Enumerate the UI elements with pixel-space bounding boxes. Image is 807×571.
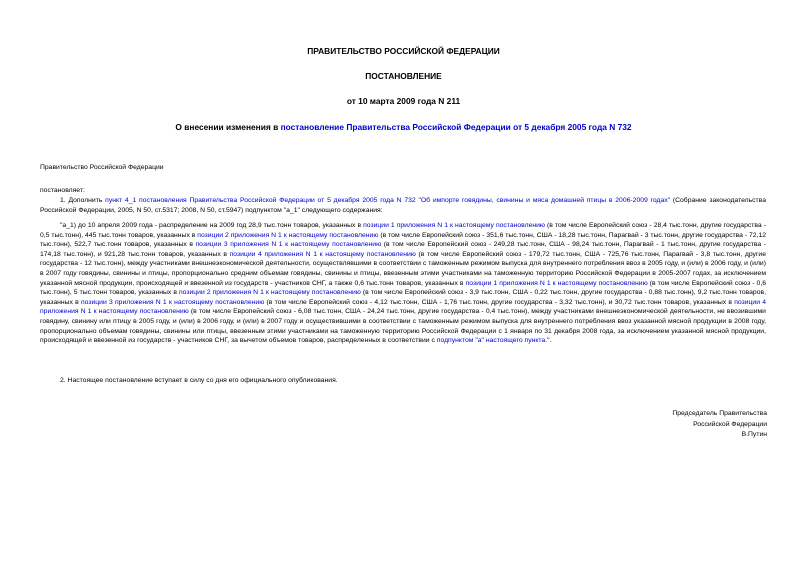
quote-text: (в том числе Европейский союз - 3,9 тыс.тонн, США - 0,22 тыс.тонн, другие государства - 0,88 тыс.тонн), 9,2 тыс.тонн товаров, указанных в (40, 289, 766, 306)
quote-link[interactable]: позиции 2 приложения N 1 к настоящему постановлению (197, 231, 379, 239)
government-line: Правительство Российской Федерации (40, 164, 164, 171)
document-title (0, 121, 807, 133)
quote-text: (в том числе Европейский союз - 28,4 тыс.тонн, другие государства - 0,5 тыс.тонн), 445 тыс.тонн товаров, указанных в (40, 222, 766, 239)
quote-text: (в том числе Европейский союз - 249,28 тыс.тонн, США - 98,24 тыс.тонн, Парагвай - 1 тыс.тонн, другие государства - 174,18 тыс.тонн), и 921,28 тыс.тонн товаров, указанных в (40, 241, 766, 258)
date-number-heading: от 10 марта 2009 года N 211 (346, 96, 461, 106)
quote-text: (в том числе Европейский союз - 351,6 тыс.тонн, США - 18,28 тыс.тонн, Парагвай - 3 тыс.тонн, другие государства - 72,12 тыс.тонн), 522,7 тыс.тонн товаров, указанных в (40, 231, 767, 249)
quote-link[interactable]: позиции 1 приложения N 1 к настоящему постановлению (363, 222, 546, 229)
decrees-line: постановляет: (40, 187, 85, 194)
quote-text: (в том числе Европейский союз - 6,08 тыс.тонн, США - 24,24 тыс.тонн, другие государства - 0,4 тыс.тонн), между участниками внешнеэкономической деятельности, не ввозившими говядину, свинину или птицу в 2005 году, и (или) в 2006 году, и (или) в 2007 году и осуществившими в соответствии с таможенным режимом выпуска для внутреннего потребления ввоз указанной мясной продукции в 2008 году, пропорционально объемам говядины, свинины или птицы, ввезенным этими участниками на таможенную территорию Российской Федерации с 1 января по 31 декабря 2008 года, за исключением указанной мясной продукции, происходящей и ввезенной из государств - участников СНГ, за вычетом объемов товаров, распределенных в соответствии с (40, 308, 766, 345)
signature-organization: Российской Федерации (693, 420, 767, 428)
quote-text: "а_1) до 10 апреля 2009 года - распределение на 2009 год 28,9 тыс.тонн товаров, указанных в (60, 222, 364, 229)
title-prefix: О внесении изменения в (175, 122, 281, 132)
quote-link[interactable]: позиции 4 приложения N 1 к настоящему постановлению (40, 298, 766, 316)
p1-text-1: 1. Дополнить (60, 197, 106, 204)
quote-link[interactable]: позиции 3 приложения N 1 к настоящему постановлению (80, 298, 265, 306)
p1-text-2: (Собрание законодательства Российской Федерации, 2005, N 50, ст.5317; 2008, N 50, ст.5947) подпунктом "а_1" следующего содержания: (40, 197, 766, 214)
quote-text: .". (545, 337, 552, 345)
quote-link[interactable]: подпунктом "а" настоящего пункта (436, 337, 546, 345)
signature-name: В.Путин (741, 431, 767, 439)
p2-text: 2. Настоящее постановление вступает в силу со дня его официального опубликования. (60, 377, 338, 384)
quote-link[interactable]: позиции 3 приложения N 1 к настоящему постановлению (195, 241, 382, 249)
quote-text: (в том числе Европейский союз - 179,72 тыс.тонн, США - 725,76 тыс.тонн, Парагвай - 3,8 тыс.тонн, другие государства - 12 тыс.тонн), между участниками внешнеэкономической деятельности, осуществлявшими в соответствии с таможенным режимом выпуска для внутреннего потребления ввоз в 2005 году, и (или) в 2006 году, и (или) в 2007 году говядины, свинины и птицы, пропорционально средним объемам говядины, свинины и птицы, ввезенным этими участниками на таможенную территорию Российской Федерации в 2005-2007 годах, за исключением указанной мясной продукции, происходящей и ввезенной из государств - участников СНГ, а также 0,6 тыс.тонн товаров, указанных в (40, 250, 767, 287)
document-type-heading: ПОСТАНОВЛЕНИЕ (365, 71, 442, 81)
paragraph-2 (40, 376, 766, 386)
quote-text: (в том числе Европейский союз - 4,12 тыс.тонн, США - 1,76 тыс.тонн, другие государства - 3,32 тыс.тонн), и 30,72 тыс.тонн товаров, указанных в (264, 298, 735, 306)
quote-link[interactable]: позиции 2 приложения N 1 к настоящему постановлению (178, 289, 361, 297)
government-heading: ПРАВИТЕЛЬСТВО РОССИЙСКОЙ ФЕДЕРАЦИИ (307, 46, 500, 56)
quoted-subparagraph (40, 221, 766, 346)
paragraph-1 (40, 196, 766, 215)
quote-link[interactable]: позиции 4 приложения N 1 к настоящему постановлению (229, 250, 416, 258)
quote-text: (в том числе Европейский союз - 0,6 тыс.тонн), 5 тыс.тонн товаров, указанных в (40, 279, 767, 297)
p1-link-decree[interactable]: пункт 4_1 постановления Правительства Российской Федерации от 5 декабря 2005 года N 732 "Об импорте говядины, свинины и мяса домашней птицы в 2006-2009 годах" (105, 197, 671, 204)
quote-link[interactable]: позиции 1 приложения N 1 к настоящему постановлению (465, 279, 648, 287)
title-link[interactable]: постановление Правительства Российской Федерации от 5 декабря 2005 года N 732 (280, 122, 632, 132)
signature-block (672, 409, 767, 441)
signature-title: Председатель Правительства (672, 410, 767, 417)
